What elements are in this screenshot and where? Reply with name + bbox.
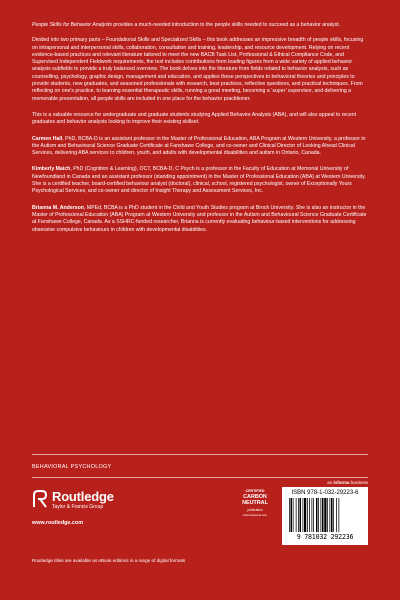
author-name: Kimberly Maich [32,166,71,173]
informa-business-tag: an informa business [327,480,368,485]
publisher-website: www.routledge.com [32,520,84,526]
isbn-barcode-panel [282,487,368,545]
intro-paragraph [32,22,368,29]
publisher-logo [32,487,172,517]
author-bio-text: , MPEd, BCBA is a PhD student in the Child and Youth Studies program at Brock University. She is also an instructor in the Master of Professional Education (ABA) Program at Western University and professor in the Autism and Behavioural Science Graduate Certificate at Fanshawe College, Canada. As a SSHRC-funded researcher, Brianna is currently evaluating behaviour-based interventions for addressing obsessive compulsive behaviours in children with developmental disabilities. [32,204,367,233]
carbon-neutral-badge: CERTIFIED CARBON NEUTRAL publication CarbonNeutral.com [242,489,268,517]
ebook-note: Routledge titles are available as eBook editions in a range of digital formats [32,558,186,563]
author-bio-text: , PhD (Cognition & Learning), OCT, BCBA-D, C Psych is a professor in the Faculty of Education at Memorial University of Newfoundland in Canada and an assistant professor (standing appointment) in the Master of Professional Education (ABA) at Western University. She is a certified teacher, board-certified behaviour analyst (doctoral), clinical, school, registered psychologist, owner of Exceptionally Yours Psychological Services, and co-owner and director of Insight Therapy and Assessment Services, Inc. [32,166,366,195]
informa-brand: informa [333,480,350,485]
author-bio [32,166,368,195]
back-cover-text [32,22,368,243]
isbn-label: ISBN 978-1-032-29223-6 [291,490,359,496]
author-bio [32,136,368,158]
author-bio [32,205,368,234]
intro-text: provides a much-needed introduction to the people skills needed to succeed as a behavior analyst. [111,22,341,28]
divider-bottom [32,477,368,478]
description-paragraph: Divided into two primary parts – Foundational Skills and Specialized Skills – this book addresses an impressive breadth of people skills, focusing on intrapersonal and interpersonal skills, collaboration, consultation and training, leadership, and resource development. Relying on recent evidence-based practices and relevant literature tailored to meet the new BACB Task List, Professional & Ethical Compliance Code, and Supervised Independent Fieldwork requirements, the text includes contributions from leading figures from a wide variety of applied behavior analysis subfields to provide a truly balanced overview. The book delves into the literature from fields related to behavior analysis, such as counselling, psychology, graphic design, management and education, and applies these perspectives to behavioral theories and principles to provide students, new graduates, and seasoned professionals with research, best practices, reflective questions, and practical techniques. From reflecting on one's practice, to learning essential therapeutic skills, running a great meeting, becoming a ‘super’ supervisor, and delivering a memorable presentation, all people skills are included in one place for the behavior practitioner. [32,37,364,102]
audience-paragraph: This is a valuable resource for undergraduate and graduate students studying Applied Behavior Analysis (ABA), and will also appeal to recent graduates and behavior analysts looking to improve their existing skillset. [32,111,357,126]
routledge-logo-icon [32,489,48,509]
book-title: People Skills for Behavior Analysts [32,22,112,28]
publisher-group: Taylor & Francis Group [52,504,104,510]
author-name: Carmen Hall [32,135,63,142]
isbn-digits: 9 781032 292236 [296,533,354,541]
publisher-name: Routledge [52,489,114,504]
author-name: Brianna M. Anderson [32,204,84,211]
author-bio-text: , PhD, BCBA-D is an assistant professor in the Master of Professional Education, ABA Program at Western University, a professor in the Autism and Behavioural Science Graduate Certificate at Fanshawe College, and co-owner and Clinical Director of Looking Ahead Clinical Services, delivering ABA services to children, youth, and adults with developmental disabilities and autism in Ontario, Canada. [32,135,366,157]
divider-top [32,454,368,455]
subject-category: BEHAVIORAL PSYCHOLOGY [32,464,112,470]
barcode-graphic [288,498,362,532]
